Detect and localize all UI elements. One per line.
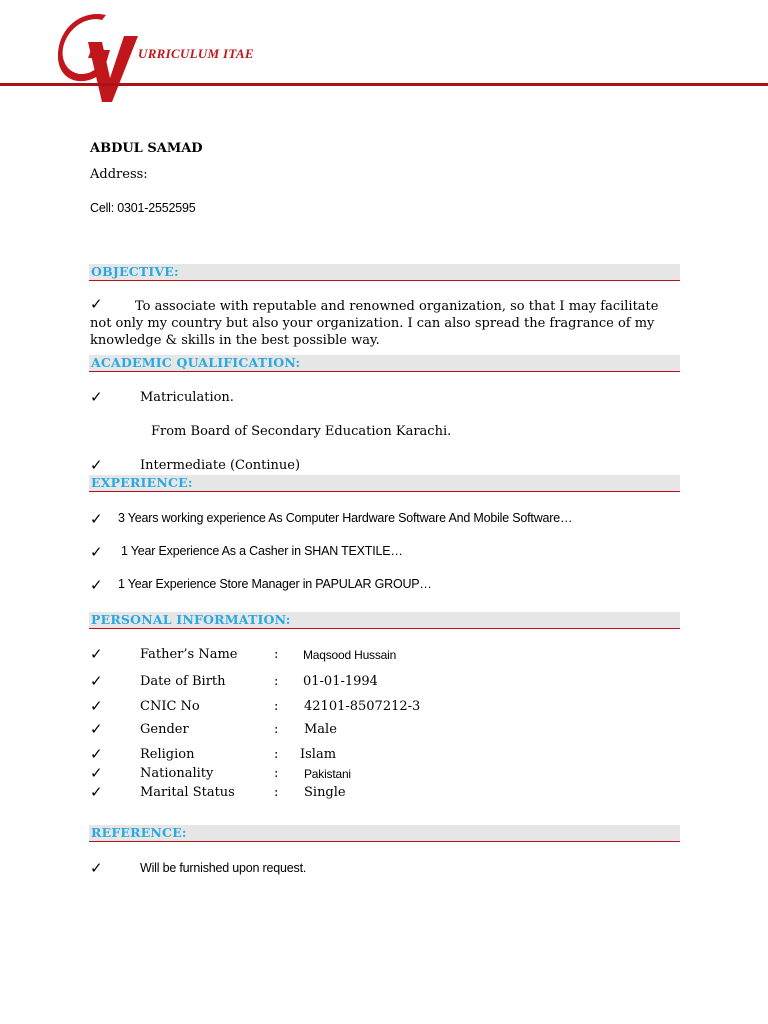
cell-number: Cell: 0301-2552595 xyxy=(90,201,196,215)
check-icon: ✓ xyxy=(90,783,103,801)
personal-label-father: Father’s Name xyxy=(140,647,238,662)
cv-logo xyxy=(58,12,140,104)
section-personal-heading: PERSONAL INFORMATION: xyxy=(91,612,291,627)
experience-item: 1 Year Experience Store Manager in PAPULAR GROUP… xyxy=(118,577,432,591)
academic-item-detail: From Board of Secondary Education Karachi. xyxy=(151,424,452,439)
separator: : xyxy=(274,766,279,781)
personal-value-marital: Single xyxy=(304,785,346,800)
cv-logo-graphic xyxy=(58,12,140,104)
check-icon: ✓ xyxy=(90,543,103,561)
separator: : xyxy=(274,722,279,737)
check-icon: ✓ xyxy=(90,388,103,406)
check-icon: ✓ xyxy=(90,720,103,738)
check-icon: ✓ xyxy=(90,645,103,663)
personal-label-nationality: Nationality xyxy=(140,766,214,781)
personal-value-nationality: Pakistani xyxy=(304,767,351,781)
separator: : xyxy=(274,647,279,662)
personal-value-father: Maqsood Hussain xyxy=(303,648,397,662)
separator: : xyxy=(274,785,279,800)
section-reference xyxy=(89,825,680,842)
section-objective xyxy=(89,264,680,281)
separator: : xyxy=(274,699,279,714)
section-reference-heading: REFERENCE: xyxy=(91,825,187,840)
check-icon: ✓ xyxy=(90,295,103,313)
section-personal xyxy=(89,612,680,629)
check-icon: ✓ xyxy=(90,859,103,877)
personal-value-dob: 01-01-1994 xyxy=(303,674,378,689)
experience-item: 1 Year Experience As a Casher in SHAN TEXTILE… xyxy=(121,544,403,558)
address-label: Address: xyxy=(90,167,148,182)
personal-value-cnic: 42101-8507212-3 xyxy=(304,699,421,714)
section-experience xyxy=(89,475,680,492)
personal-label-gender: Gender xyxy=(140,722,189,737)
personal-label-cnic: CNIC No xyxy=(140,699,200,714)
candidate-name: ABDUL SAMAD xyxy=(90,141,203,156)
personal-value-religion: Islam xyxy=(300,747,337,762)
personal-label-religion: Religion xyxy=(140,747,195,762)
check-icon: ✓ xyxy=(90,672,103,690)
section-objective-heading: OBJECTIVE: xyxy=(91,264,179,279)
section-experience-heading: EXPERIENCE: xyxy=(91,475,193,490)
section-academic xyxy=(89,355,680,372)
objective-text: To associate with reputable and renowned organization, so that I may facilitate not only my country but also your organization. I can also spread the fragrance of my knowledge & skills in the best possible way. xyxy=(90,299,659,348)
academic-item: Intermediate (Continue) xyxy=(140,458,301,473)
reference-text: Will be furnished upon request. xyxy=(140,861,307,875)
check-icon: ✓ xyxy=(90,764,103,782)
header-rule xyxy=(0,83,768,86)
check-icon: ✓ xyxy=(90,745,103,763)
separator: : xyxy=(274,674,279,689)
check-icon: ✓ xyxy=(90,697,103,715)
section-academic-heading: ACADEMIC QUALIFICATION: xyxy=(91,355,301,370)
academic-item: Matriculation. xyxy=(140,390,234,405)
personal-label-dob: Date of Birth xyxy=(140,674,226,689)
separator: : xyxy=(274,747,279,762)
personal-value-gender: Male xyxy=(304,722,337,737)
check-icon: ✓ xyxy=(90,576,103,594)
personal-label-marital: Marital Status xyxy=(140,785,235,800)
check-icon: ✓ xyxy=(90,510,103,528)
check-icon: ✓ xyxy=(90,456,103,474)
document-title: URRICULUM ITAE xyxy=(138,46,254,61)
experience-item: 3 Years working experience As Computer Hardware Software And Mobile Software… xyxy=(118,511,573,525)
